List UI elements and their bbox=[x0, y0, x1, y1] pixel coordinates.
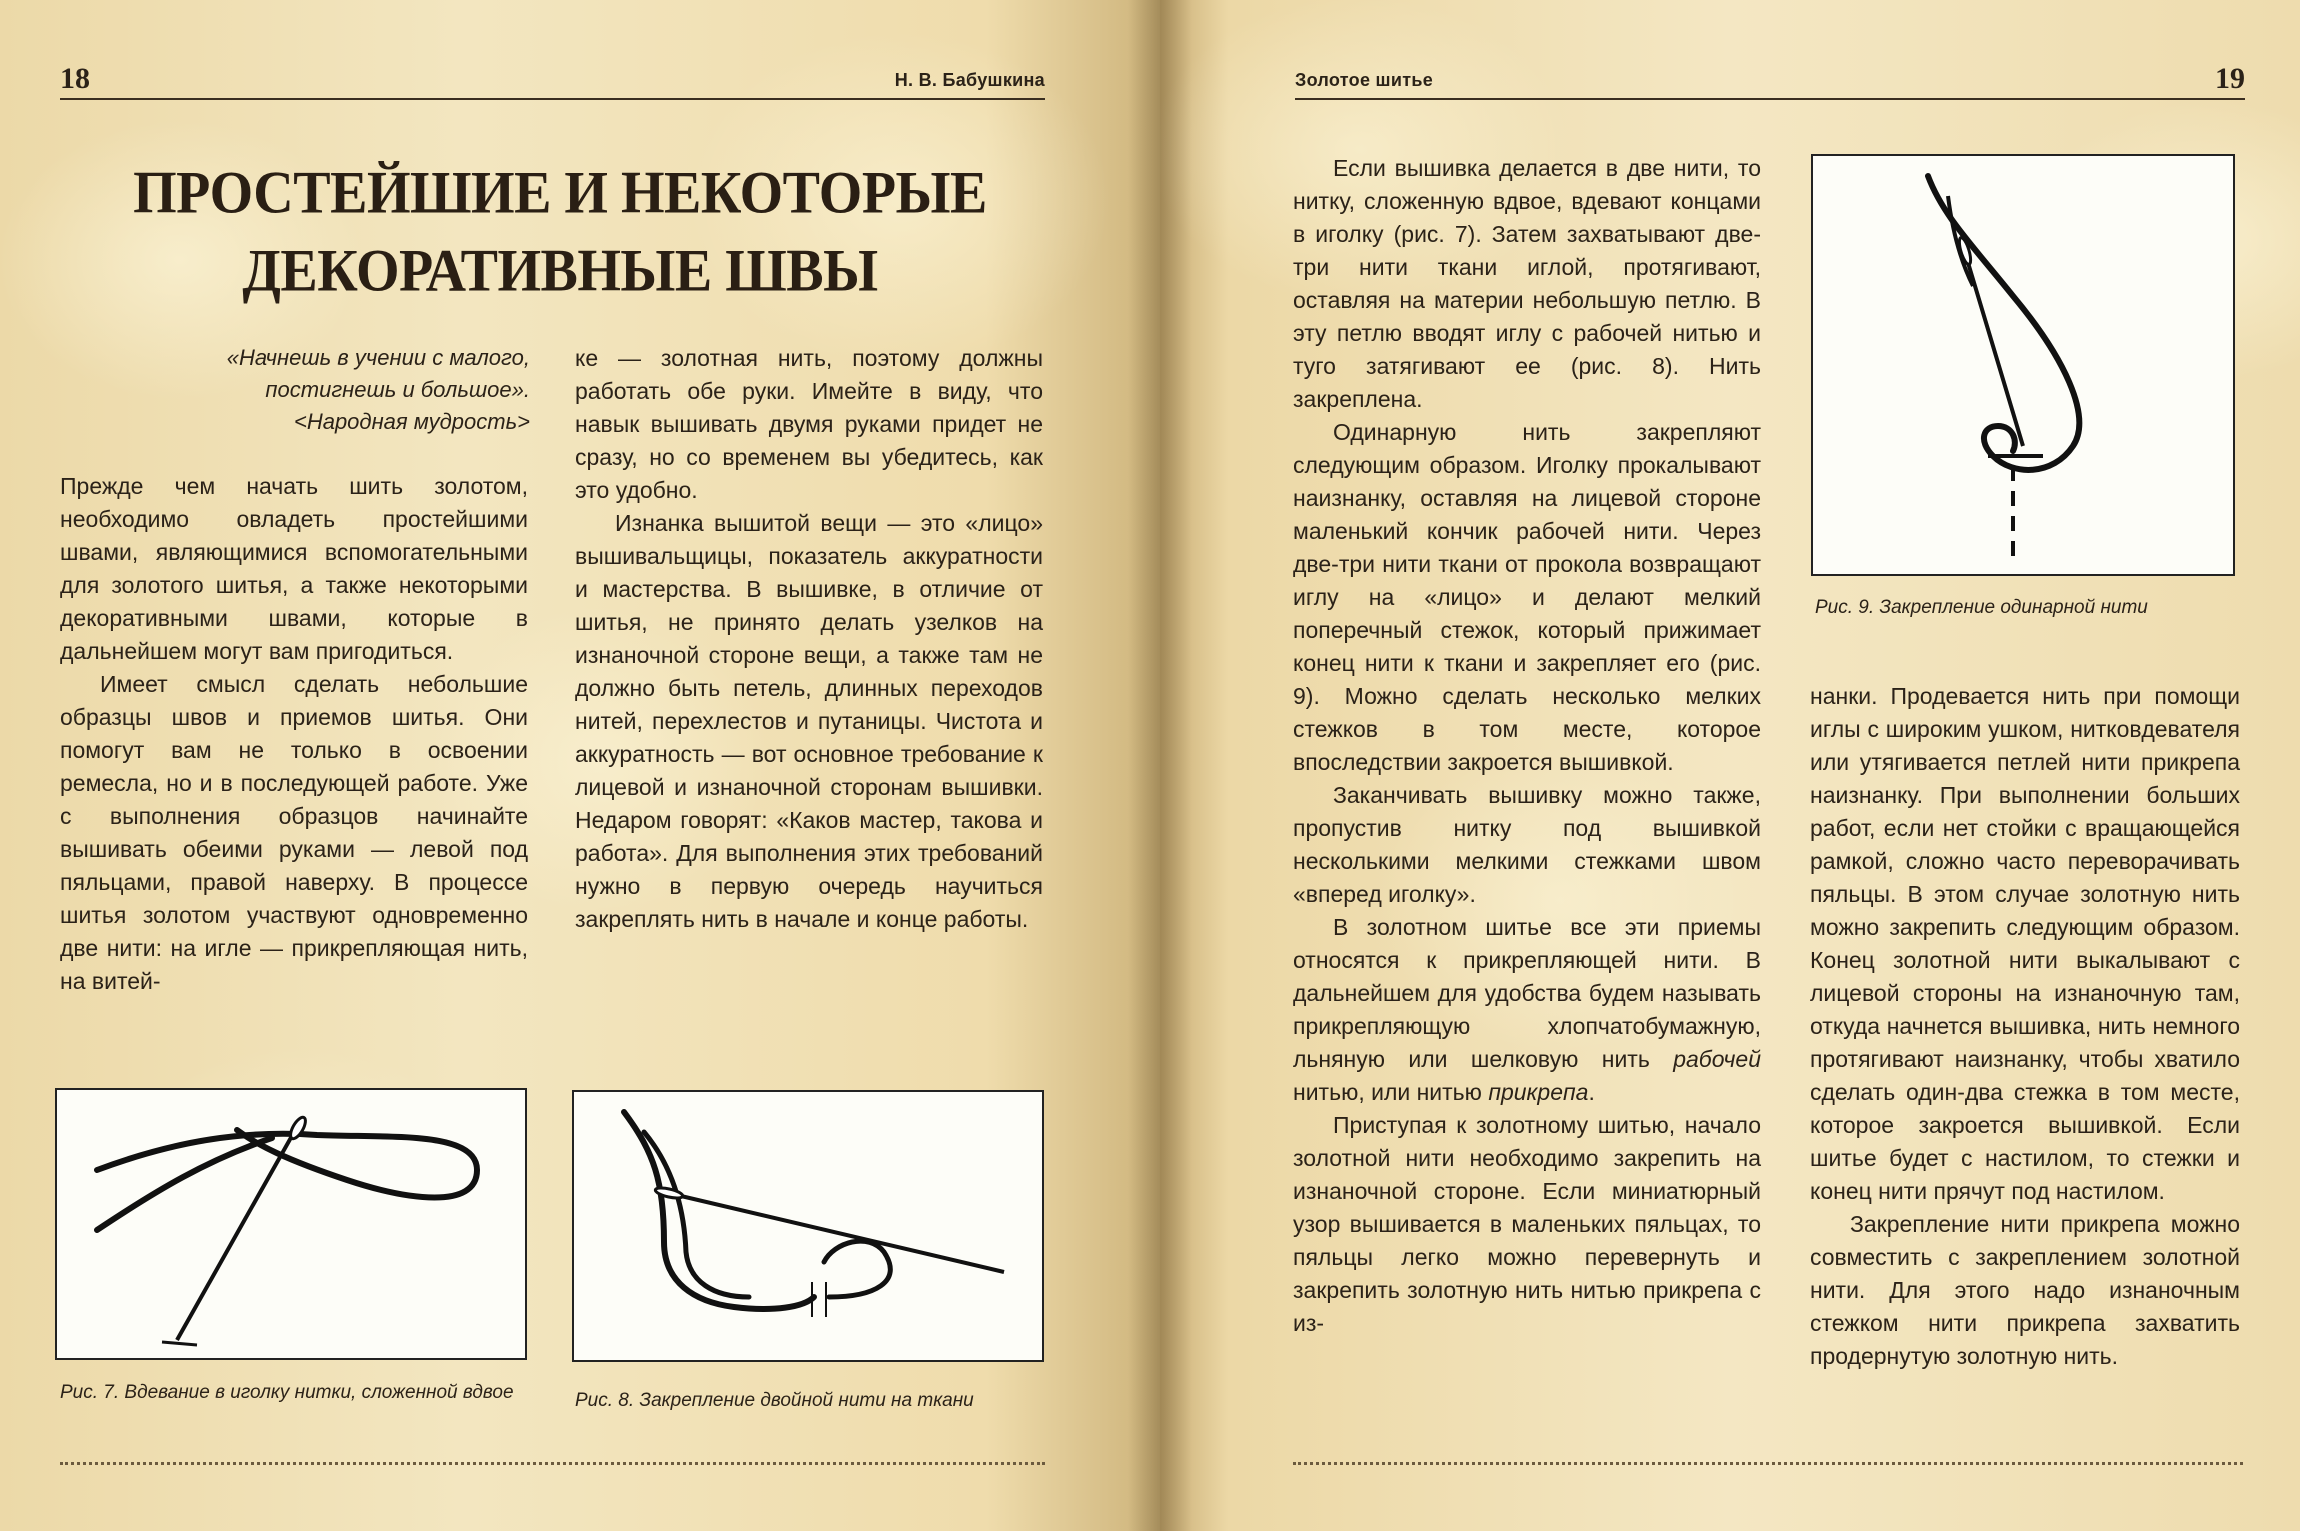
header-rule-left bbox=[60, 98, 1045, 100]
left-column-1 bbox=[60, 470, 528, 998]
figure-8-caption: Рис. 8. Закрепление двойной нити на ткани bbox=[575, 1390, 974, 1411]
footer-rule-left bbox=[60, 1462, 1045, 1465]
paragraph bbox=[1293, 911, 1761, 1109]
text-run: В золотном шитье все эти приемы относятся к прикрепляющей нити. В дальнейшем для удобства будем называть прикрепляющую хлопчатобумажную, льняную или шелковую нить bbox=[1293, 914, 1761, 1072]
figure-7-needle-threading bbox=[55, 1088, 527, 1360]
epigraph-line-2: постигнешь и большое». bbox=[265, 377, 530, 402]
paragraph: Имеет смысл сделать небольшие образцы швов и приемов шитья. Они помогут вам не только в освоении ремесла, но и в последующей работе. Уже с выполнения образцов начинайте вышивать обеими руками — левой под пяльцами, правой наверху. В процессе шитья золотом участвуют одновременно две нити: на игле — прикрепляющая нить, на витей- bbox=[60, 671, 528, 994]
figure-9-caption: Рис. 9. Закрепление одинарной нити bbox=[1815, 597, 2148, 618]
figure-9-single-thread bbox=[1811, 154, 2235, 576]
epigraph-line-1: «Начнешь в учении с малого, bbox=[226, 345, 530, 370]
left-column-2 bbox=[575, 342, 1043, 936]
italic-term-working: рабочей bbox=[1673, 1046, 1761, 1072]
figure-8-double-thread bbox=[572, 1090, 1044, 1362]
paragraph: Закрепление нити прикрепа можно совместить с закреплением золотной нити. Для этого надо изнаночным стежком нити прикрепа захватить продернутую золотную нить. bbox=[1810, 1211, 2240, 1369]
footer-rule-right bbox=[1293, 1462, 2243, 1465]
left-running-header bbox=[0, 0, 1160, 110]
book-spine-shadow bbox=[1128, 0, 1192, 1531]
text-run: . bbox=[1588, 1079, 1595, 1105]
needle-loop-fabric-illustration bbox=[574, 1092, 1042, 1360]
right-column-1 bbox=[1293, 152, 1761, 1340]
paragraph: Прежде чем начать шить золотом, необходимо овладеть простейшими швами, являющимися вспомогательными для золотого шитья, а также некоторыми декоративными швами, которые в дальнейшем могут вам пригодиться. bbox=[60, 473, 528, 664]
needle-double-thread-illustration bbox=[57, 1090, 525, 1358]
needle-single-thread-illustration bbox=[1813, 156, 2233, 574]
italic-term-prikrep: прикрепа bbox=[1488, 1079, 1589, 1105]
paragraph: Приступая к золотному шитью, начало золотной нити необходимо закрепить на изнаночной стороне. Если миниатюрный узор вышивается в маленьких пяльцах, то пяльцы легко можно перевернуть и закрепить золотную нить нитью прикрепа с из- bbox=[1293, 1112, 1761, 1336]
section-running-head: Золотое шитье bbox=[1295, 70, 1434, 90]
epigraph bbox=[60, 342, 530, 438]
right-column-2 bbox=[1810, 680, 2240, 1373]
chapter-title: ПРОСТЕЙШИЕ И НЕКОТОРЫЕ ДЕКОРАТИВНЫЕ ШВЫ bbox=[133, 159, 987, 305]
author-running-head: Н. В. Бабушкина bbox=[894, 70, 1045, 90]
paragraph: ке — золотная нить, поэтому должны работать обе руки. Имейте в виду, что навык вышивать двумя руками придет не сразу, но со временем вы убедитесь, как это удобно. bbox=[575, 345, 1043, 503]
paragraph: Изнанка вышитой вещи — это «лицо» вышивальщицы, показатель аккуратности и мастерства. В вышивке, в отличие от шитья, не принято делать узелков на изнаночной стороне вещи, а также там не должно быть петель, длинных переходов нитей, перехлестов и путаницы. Чистота и аккуратность — вот основное требование к лицевой и изнаночной сторонам вышивки. Недаром говорят: «Каков мастер, такова и работа». Для выполнения этих требований нужно в первую очередь научиться закреплять нить в начале и конце работы. bbox=[575, 510, 1043, 932]
paragraph: нанки. Продевается нить при помощи иглы с широким ушком, нитковдевателя или утягивается петлей нити прикрепа наизнанку. При выполнении больших работ, если нет стойки с вращающейся рамкой, сложно часто переворачивать пяльцы. В этом случае золотную нить можно закрепить следующим образом. Конец золотной нити выкалывают с лицевой стороны на изнаночную там, откуда начнется вышивка, нить немного протягивают наизнанку, чтобы хватило сделать один-два стежка в том месте, которое закроется вышивкой. Если шитье будет с настилом, то стежки и конец нити прячут под настилом. bbox=[1810, 683, 2240, 1204]
paragraph: Если вышивка делается в две нити, то нитку, сложенную вдвое, вдевают концами в иголку (рис. 7). Затем захватывают две-три нити ткани иглой, протягивают, оставляя на материи небольшую петлю. В эту петлю вводят иглу с рабочей нитью и туго затягивают ее (рис. 8). Нить закреплена. bbox=[1293, 155, 1761, 412]
right-page bbox=[1160, 0, 2300, 1531]
figure-7-caption: Рис. 7. Вдевание в иголку нитки, сложенной вдвое bbox=[60, 1382, 514, 1403]
header-rule-right bbox=[1295, 98, 2245, 100]
paragraph: Заканчивать вышивку можно также, пропустив нитку под вышивкой несколькими мелкими стежками швом «вперед иголку». bbox=[1293, 782, 1761, 907]
page-number-left: 18 bbox=[60, 62, 90, 95]
page-number-right: 19 bbox=[2215, 62, 2245, 95]
paragraph: Одинарную нить закрепляют следующим образом. Иголку прокалывают наизнанку, оставляя на лицевой стороне маленький кончик рабочей нити. Через две-три нити ткани от прокола возвращают иглу на «лицо» и делают мелкий поперечный стежок, который прижимает конец нити к ткани и закрепляет его (рис. 9). Можно сделать несколько мелких стежков в том месте, которое впоследствии закроется вышивкой. bbox=[1293, 419, 1761, 775]
text-run: нитью, или нитью bbox=[1293, 1079, 1489, 1105]
epigraph-source: <Народная мудрость> bbox=[293, 409, 530, 434]
right-running-header bbox=[1160, 0, 2300, 110]
